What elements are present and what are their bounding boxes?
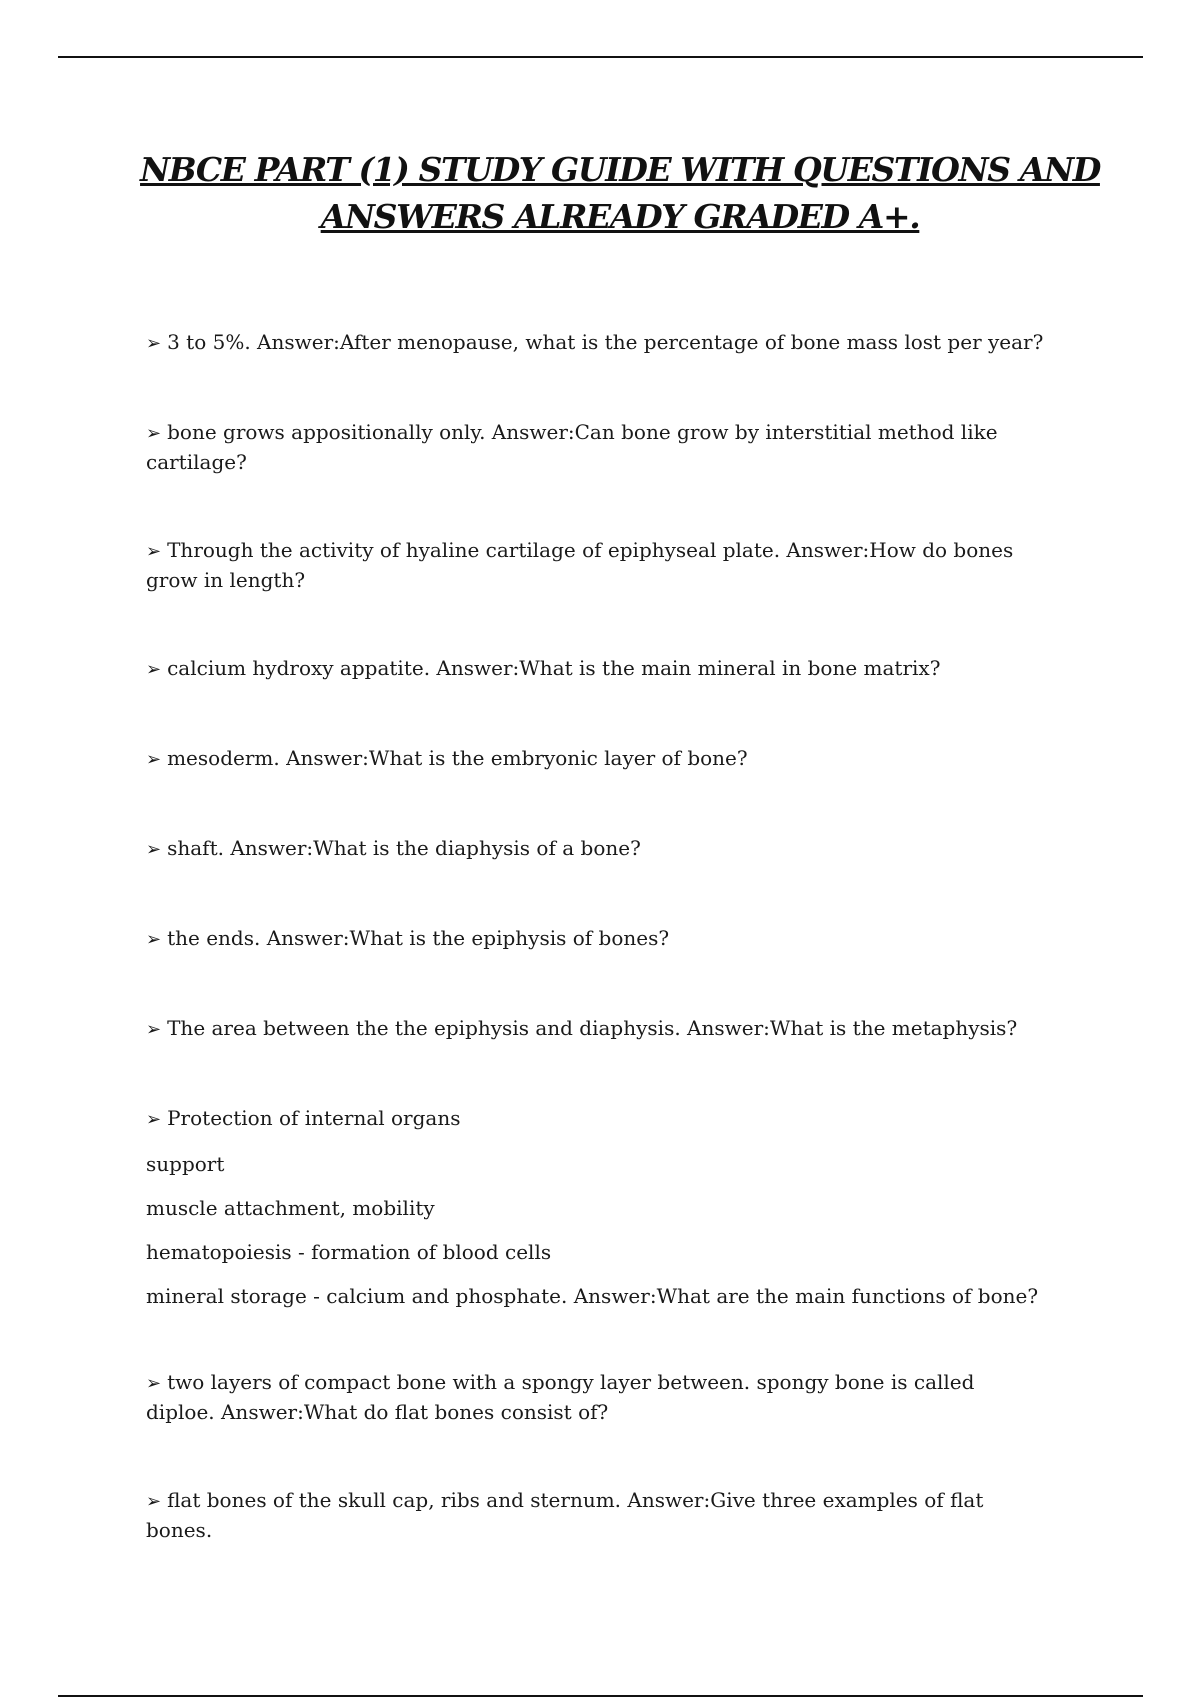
entry-text: two layers of compact bone with a spongy layer between. spongy bone is called diploe. Answer:What do flat bones consist of? (146, 1370, 975, 1424)
entry-text: flat bones of the skull cap, ribs and sternum. Answer:Give three examples of flat bones. (146, 1488, 984, 1542)
qa-entry (146, 744, 1046, 774)
arrow-bullet-icon: ➢ (146, 749, 162, 770)
entry-text: shaft. Answer:What is the diaphysis of a bone? (167, 836, 641, 860)
page-title (0, 146, 1200, 240)
entry-text: support (146, 1152, 225, 1176)
qa-entry (146, 536, 1046, 594)
arrow-bullet-icon: ➢ (146, 659, 162, 680)
qa-entry (146, 1104, 1046, 1310)
entry-text: 3 to 5%. Answer:After menopause, what is the percentage of bone mass lost per year? (167, 330, 1044, 354)
entry-text: Through the activity of hyaline cartilage of epiphyseal plate. Answer:How do bones grow in length? (146, 538, 1014, 592)
arrow-bullet-icon: ➢ (146, 1491, 162, 1512)
qa-entry (146, 654, 1046, 684)
entry-text: mesoderm. Answer:What is the embryonic layer of bone? (167, 746, 748, 770)
entry-text: hematopoiesis - formation of blood cells (146, 1240, 552, 1264)
title-line-1: NBCE PART (1) STUDY GUIDE WITH QUESTIONS AND (140, 150, 1100, 189)
qa-entry (146, 1486, 1046, 1544)
bottom-rule (58, 1695, 1143, 1697)
qa-entry (146, 1368, 1046, 1426)
arrow-bullet-icon: ➢ (146, 541, 162, 562)
entry-text: The area between the the epiphysis and diaphysis. Answer:What is the metaphysis? (167, 1016, 1018, 1040)
arrow-bullet-icon: ➢ (146, 423, 162, 444)
qa-entry (146, 834, 1046, 864)
arrow-bullet-icon: ➢ (146, 333, 162, 354)
qa-list (146, 328, 1046, 1544)
qa-entry (146, 328, 1046, 358)
entry-text: Protection of internal organs (167, 1106, 461, 1130)
entry-text: mineral storage - calcium and phosphate. Answer:What are the main functions of bone? (146, 1284, 1039, 1308)
entry-text: bone grows appositionally only. Answer:Can bone grow by interstitial method like cartilage? (146, 420, 998, 474)
entry-text: muscle attachment, mobility (146, 1196, 435, 1220)
arrow-bullet-icon: ➢ (146, 1109, 162, 1130)
arrow-bullet-icon: ➢ (146, 929, 162, 950)
title-line-2: ANSWERS ALREADY GRADED A+. (320, 197, 920, 236)
arrow-bullet-icon: ➢ (146, 1019, 162, 1040)
arrow-bullet-icon: ➢ (146, 1373, 162, 1394)
qa-entry (146, 924, 1046, 954)
qa-entry (146, 418, 1046, 476)
entry-text: the ends. Answer:What is the epiphysis of bones? (167, 926, 670, 950)
arrow-bullet-icon: ➢ (146, 839, 162, 860)
qa-entry (146, 1014, 1046, 1044)
top-rule (58, 56, 1143, 58)
entry-text: calcium hydroxy appatite. Answer:What is the main mineral in bone matrix? (167, 656, 941, 680)
